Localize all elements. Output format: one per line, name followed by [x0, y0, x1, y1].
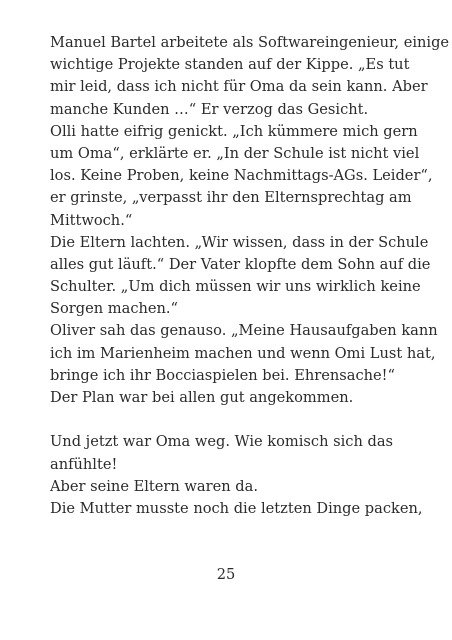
- text-line: Manuel Bartel arbeitete als Softwareingenieur, einige: [50, 34, 450, 51]
- text-line: bringe ich ihr Bocciaspielen bei. Ehrensache!“: [50, 366, 395, 384]
- text-line: Die Eltern lachten. „Wir wissen, dass in der Schule: [50, 233, 429, 251]
- paragraph: [50, 232, 431, 321]
- page-number: 25: [216, 566, 236, 583]
- text-line: Aber seine Eltern waren da.: [50, 477, 258, 495]
- text-line: Schulter. „Um dich müssen wir uns wirklich keine: [50, 278, 421, 296]
- text-line: um Oma“, erklärte er. „In der Schule ist nicht viel: [50, 144, 420, 162]
- text-line: Und jetzt war Oma weg. Wie komisch sich das: [50, 433, 394, 451]
- text-line: mir leid, dass ich nicht für Oma da sein kann. Aber: [50, 78, 428, 96]
- paragraph: [50, 476, 420, 498]
- paragraph: [50, 320, 438, 387]
- text-line: manche Kunden …“ Er verzog das Gesicht.: [50, 100, 369, 118]
- text-line: Der Plan war bei allen gut angekommen.: [50, 389, 354, 406]
- text-line: Die Mutter musste noch die letzten Dinge packen,: [50, 499, 423, 517]
- text-line: Sorgen machen.“: [50, 300, 179, 318]
- paragraph: [50, 387, 420, 409]
- paragraph: [50, 431, 420, 475]
- text-line: los. Keine Proben, keine Nachmittags-AGs. Leider“,: [50, 167, 433, 185]
- paragraph: [50, 498, 423, 520]
- text-line: wichtige Projekte standen auf der Kippe. „Es tut: [50, 56, 410, 74]
- section-break: [50, 409, 420, 431]
- text-line: anfühlte!: [50, 455, 118, 473]
- text-line: Olli hatte eifrig genickt. „Ich kümmere mich gern: [50, 122, 418, 140]
- text-line: alles gut läuft.“ Der Vater klopfte dem Sohn auf die: [50, 255, 431, 273]
- page-body-text: [50, 32, 450, 520]
- text-line: Mittwoch.“: [50, 211, 133, 229]
- paragraph: [50, 32, 450, 121]
- text-line: er grinste, „verpasst ihr den Elternsprechtag am: [50, 189, 412, 207]
- text-line: Oliver sah das genauso. „Meine Hausaufgaben kann: [50, 322, 438, 340]
- paragraph: [50, 121, 433, 232]
- text-line: ich im Marienheim machen und wenn Omi Lust hat,: [50, 344, 436, 362]
